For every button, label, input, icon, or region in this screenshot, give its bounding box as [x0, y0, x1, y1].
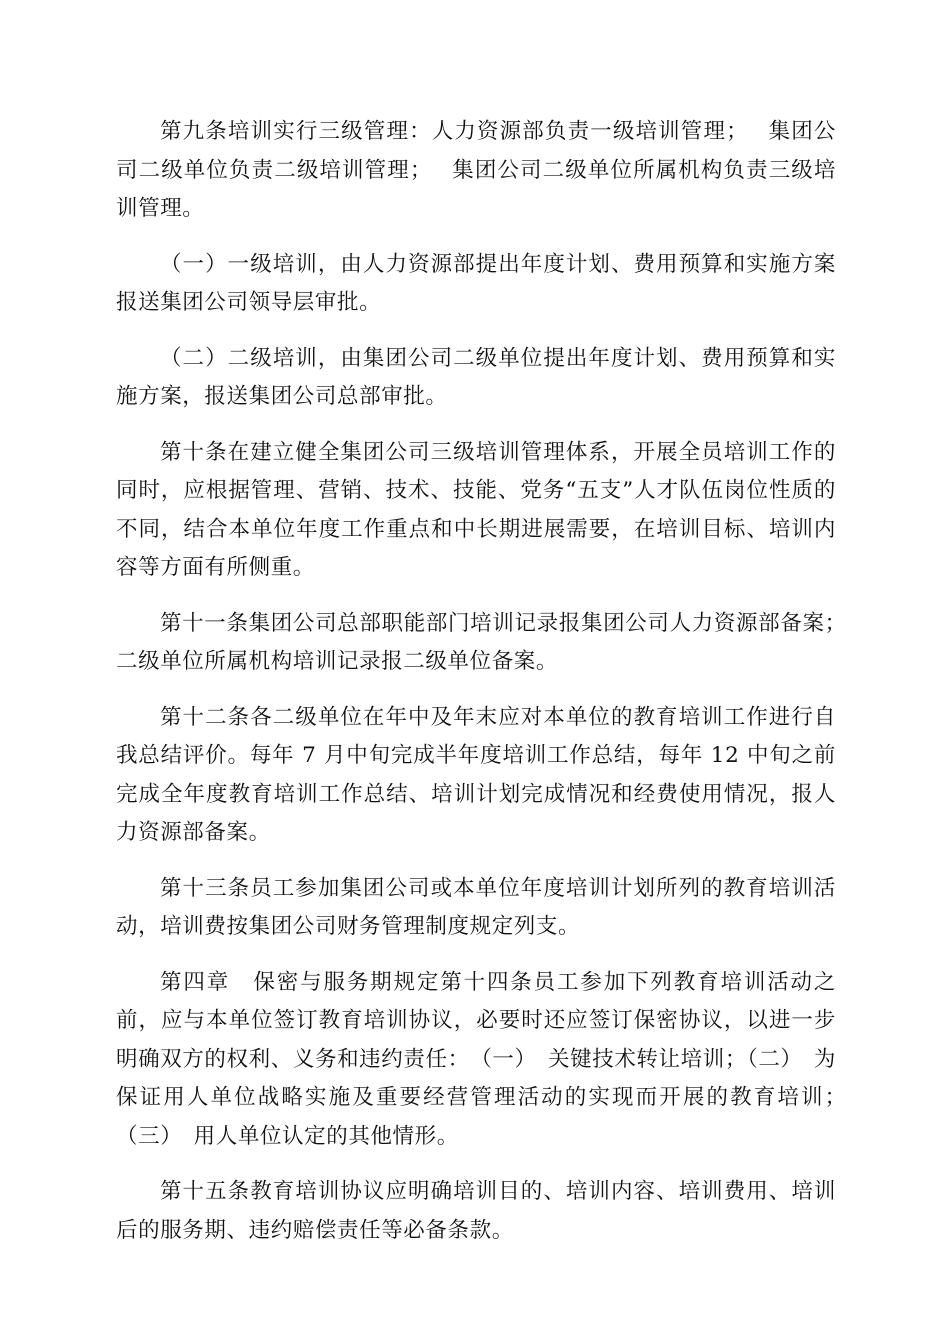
level-2-training-paragraph: （二）二级培训，由集团公司二级单位提出年度计划、费用预算和实施方案，报送集团公司总部审批。	[116, 345, 836, 409]
article-9-paragraph: 第九条培训实行三级管理：人力资源部负责一级培训管理； 集团公司二级单位负责二级培训管理； 集团公司二级单位所属机构负责三级培训管理。	[116, 119, 836, 221]
level-1-training-paragraph: （一）一级培训，由人力资源部提出年度计划、费用预算和实施方案报送集团公司领导层审批。	[116, 251, 836, 315]
chapter-4-article-14-paragraph: 第四章 保密与服务期规定第十四条员工参加下列教育培训活动之前，应与本单位签订教育培训协议，必要时还应签订保密协议，以进一步明确双方的权利、义务和违约责任： （一） 关键技术转让培训；（二） 为保证用人单位战略实施及重要经营管理活动的实现而开展的教育培训； （三） 用人单位认定的其他情形。	[116, 969, 881, 1149]
article-10-paragraph: 第十条在建立健全集团公司三级培训管理体系，开展全员培训工作的同时，应根据管理、营销、技术、技能、党务“五支”人才队伍岗位性质的不同，结合本单位年度工作重点和中长期进展需要，在培训目标、培训内容等方面有所侧重。	[116, 439, 836, 580]
article-11-paragraph: 第十一条集团公司总部职能部门培训记录报集团公司人力资源部备案； 二级单位所属机构培训记录报二级单位备案。	[116, 610, 859, 674]
document-page	[116, 113, 881, 1267]
article-13-paragraph: 第十三条员工参加集团公司或本单位年度培训计划所列的教育培训活动，培训费按集团公司财务管理制度规定列支。	[116, 875, 836, 939]
article-12-paragraph: 第十二条各二级单位在年中及年末应对本单位的教育培训工作进行自我总结评价。每年 7 月中旬完成半年度培训工作总结，每年 12 中旬之前完成全年度教育培训工作总结、培训计划完成情况和经费使用情况，报人力资源部备案。	[116, 704, 836, 845]
article-15-paragraph: 第十五条教育培训协议应明确培训目的、培训内容、培训费用、培训后的服务期、违约赔偿责任等必备条款。	[116, 1179, 836, 1243]
